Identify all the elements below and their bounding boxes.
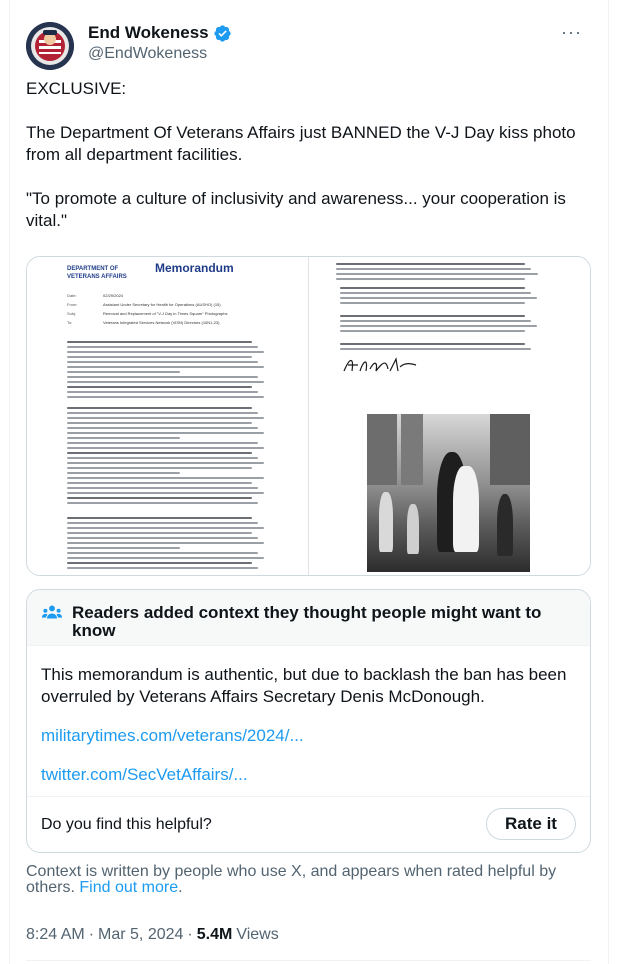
memo-text-line [67,557,264,559]
memo-page-1[interactable] [27,257,309,576]
note-source-link[interactable]: militarytimes.com/veterans/2024/... [41,726,304,745]
memo-text-line [67,462,264,464]
display-name[interactable]: End Wokeness [88,23,209,42]
footnote-end: . [178,879,183,896]
memo-text-line [340,315,525,317]
memo-text-line [67,391,258,393]
memo-meta-date [67,293,123,298]
memo-text-line [67,376,258,378]
memo-text-line [67,562,252,564]
tweet-media[interactable] [26,256,591,576]
memo-meta-key: Date: [67,293,77,298]
memo-text-line [67,356,252,358]
tweet-paragraph: "To promote a culture of inclusivity and awareness... your cooperation is vital." [26,189,566,230]
memo-text-line [340,302,525,304]
memo-text-line [67,341,252,343]
memo-text-line [67,477,264,479]
memo-text-line [340,343,525,345]
memo-text-line [67,417,264,419]
memo-text-line [67,487,258,489]
find-out-more-link[interactable]: Find out more [79,879,179,896]
memo-text-line [67,457,258,459]
memo-text-line [67,407,252,409]
name-row [88,23,232,43]
tweet-paragraph: The Department Of Veterans Affairs just BANNED the V-J Day kiss photo from all department facilities. [26,123,576,164]
community-note-body: This memorandum is authentic, but due to backlash the ban has been overruled by Veterans Affairs Secretary Denis McDonough. [41,665,567,706]
memo-text-line [340,292,531,294]
divider [26,960,591,961]
memo-text-line [67,497,252,499]
views-label: Views [236,926,279,943]
memo-text-line [67,547,180,549]
divider [27,796,590,797]
community-note-title: Readers added context they thought people might want to know [72,603,542,640]
more-options-icon[interactable]: ··· [561,22,582,42]
tweet-time[interactable]: 8:24 AM [26,926,85,943]
memo-meta-to [67,320,220,325]
verified-badge-icon [213,24,232,43]
memo-text-line [67,412,258,414]
memo-meta-key: From: [67,302,78,307]
memo-text-line [67,437,180,439]
separator: · [187,926,193,943]
memo-text-line [67,552,258,554]
memo-text-line [67,492,264,494]
memo-text-line [336,273,538,275]
note-source-link[interactable]: twitter.com/SecVetAffairs/... [41,765,248,784]
memo-meta-value: Assistant Under Secretary for Health for Operations (AUSHO) (15) [103,302,221,307]
memo-text-line [67,396,264,398]
memo-text-line [340,297,537,299]
memo-meta-from [67,302,221,307]
memo-text-line [67,422,252,424]
memo-text-line [67,537,258,539]
memo-text-line [67,467,252,469]
community-note [26,589,591,853]
memo-text-line [67,575,252,576]
memo-text-line [67,432,264,434]
memo-text-line [336,278,525,280]
memo-meta-value: Removal and Replacement of "V-J Day in Times Square" Photographs [103,311,228,316]
memo-text-line [336,263,525,265]
memo-meta-key: To: [67,320,73,325]
tweet-header [26,22,596,70]
memo-meta-value: 02/29/2024 [103,293,124,298]
avatar[interactable] [26,22,74,70]
memo-text-line [67,442,258,444]
memo-text-line [67,532,252,534]
memo-text-line [67,366,264,368]
memo-title: Memorandum [155,261,234,275]
rate-it-button[interactable]: Rate it [486,808,576,840]
memo-text-line [67,452,252,454]
memo-text-line [67,361,258,363]
memo-text-line [67,381,264,383]
memo-text-line [67,527,264,529]
memo-text-line [340,325,537,327]
memo-page-2[interactable] [310,257,591,576]
community-note-header [27,590,590,646]
memo-text-line [67,542,264,544]
memo-meta-key: Subj: [67,311,77,316]
memo-text-line [67,522,258,524]
memo-text-line [340,320,531,322]
vj-day-photo[interactable] [367,414,530,572]
memo-text-line [340,348,531,350]
memo-text-line [340,287,525,289]
separator: · [88,926,95,943]
memo-text-line [67,567,258,569]
memo-text-line [67,517,252,519]
views-count[interactable]: 5.4M [196,926,233,943]
people-icon [41,602,63,624]
helpful-question: Do you find this helpful? [41,816,212,833]
memo-text-line [67,346,258,348]
memo-department: DEPARTMENT OF VETERANS AFFAIRS [67,266,127,280]
memo-text-line [336,268,531,270]
tweet-paragraph: EXCLUSIVE: [26,79,127,98]
tweet-metadata [26,926,279,944]
memo-text-line [67,386,252,388]
memo-text-line [67,502,258,504]
memo-meta-subject [67,311,227,316]
memo-text-line [67,351,264,353]
memo-meta-value: Veterans Integrated Services Network (VISN) Directors (10N1-23) [103,320,220,325]
tweet-date[interactable]: Mar 5, 2024 [98,926,184,943]
memo-text-line [67,371,180,373]
footnote-text: Context is written by people who use X, and appears when rated helpful by others. [26,863,557,896]
memo-text-line [67,472,180,474]
memo-text-line [67,427,258,429]
tweet-text [26,78,586,254]
signature-image [340,353,420,377]
memo-text-line [67,482,252,484]
memo-text-line [67,447,264,449]
memo-text-line [340,330,525,332]
user-handle[interactable]: @EndWokeness [88,45,208,62]
note-footnote [26,864,586,896]
